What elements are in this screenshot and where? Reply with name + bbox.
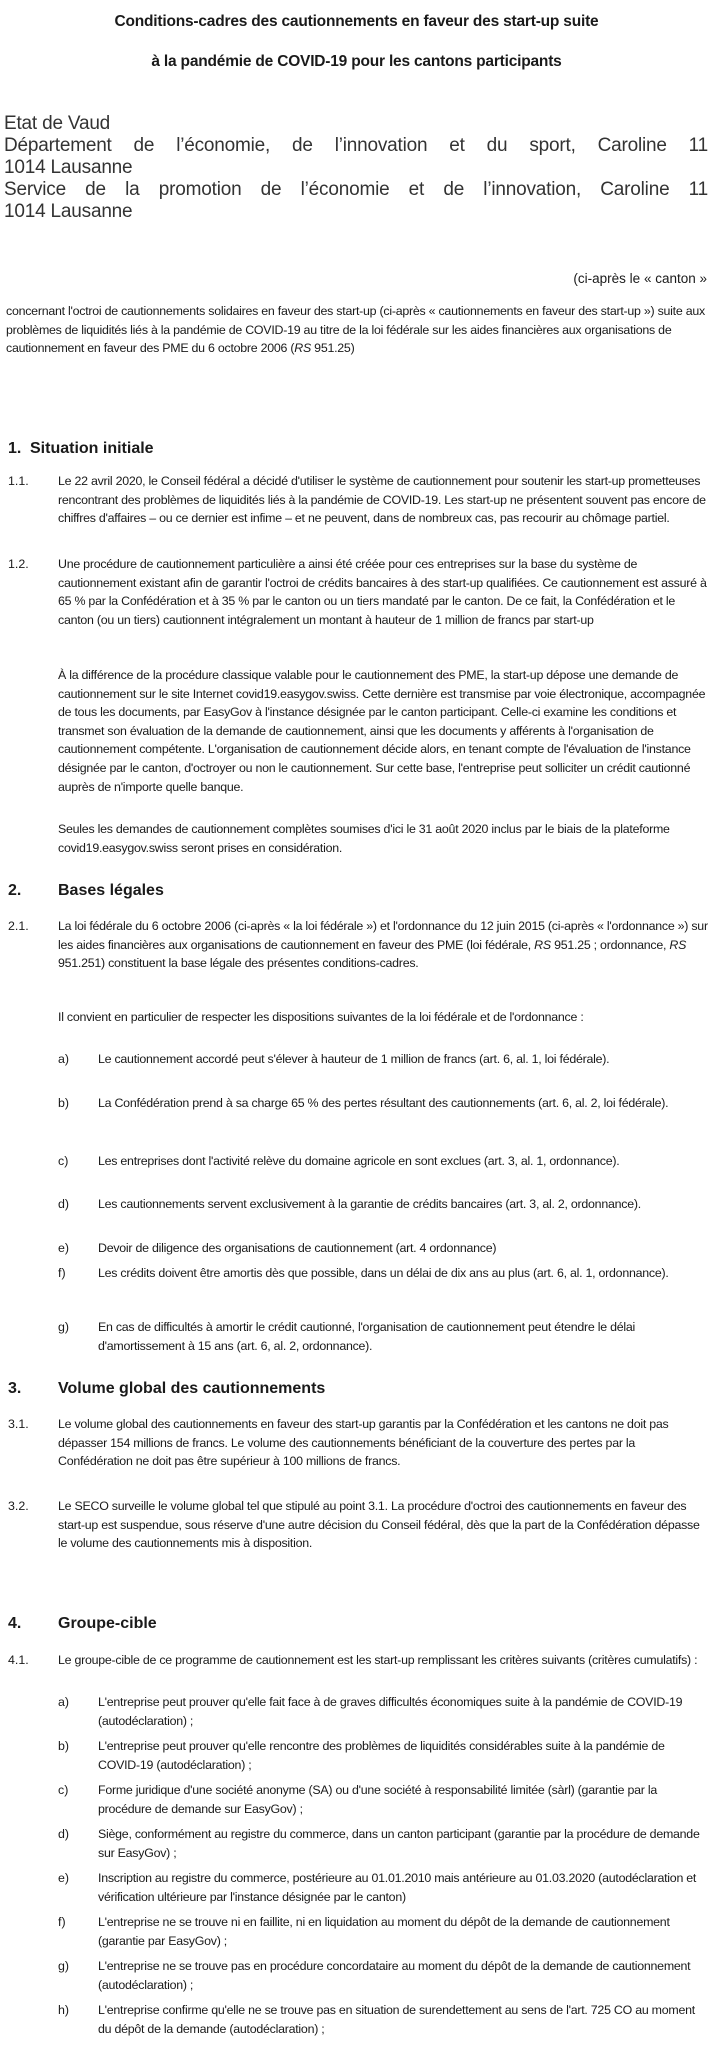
intro-text: concernant l'octroi de cautionnements solidaires en faveur des start-up (ci-après « cautionnements en faveur des start-up ») suite aux problèmes de liquidités liés à la pandémie de COVID-19 au titre de la loi fédérale sur les aides financières aux organisations de cautionnement en faveur des PME du 6 octobre 2006 (	[6, 304, 705, 356]
clause-3-2	[8, 1497, 708, 1553]
canton-designation: (ci-après le « canton »	[573, 271, 707, 286]
clause-text-part: 951.25 ; ordonnance,	[550, 937, 670, 952]
section-heading-3	[8, 1380, 325, 1398]
address-line: Etat de Vaud	[4, 113, 111, 134]
list-letter: b)	[58, 1739, 70, 1753]
address-line: 1014 Lausanne	[4, 157, 133, 178]
clause-text: Une procédure de cautionnement particulière a ainsi été créée pour ces entreprises sur la base du système de cautionnement existant afin de garantir l'octroi de crédits bancaires à des start-up qualifiées. Ce cautionnement est assuré à 65 % par la Confédération et à 35 % par le canton ou un tiers mandaté par le canton. De ce fait, la Confédération et le canton (ou un tiers) cautionnent intégralement un montant à hauteur de 1 million de francs par start-up	[58, 557, 707, 627]
section-title: Volume global des cautionnements	[58, 1380, 326, 1397]
section-number: 1.	[8, 440, 22, 457]
list-item	[58, 1152, 708, 1171]
list-text: En cas de difficultés à amortir le crédit cautionné, l'organisation de cautionnement peut étendre le délai d'amortissement à 15 ans (art. 6, al. 2, ordonnance).	[98, 1320, 636, 1353]
list-letter: f)	[58, 1266, 66, 1280]
list-item	[58, 1239, 708, 1258]
clause-text: Le SECO surveille le volume global tel que stipulé au point 3.1. La procédure d'octroi des cautionnements en faveur des start-up est suspendue, sous réserve d'une autre décision du Conseil fédéral, dès que la part de la Confédération dépasse le volume des cautionnements mis à disposition.	[58, 1499, 700, 1551]
address-line: Département de l’économie, de l’innovation et du sport, Caroline 11	[4, 135, 708, 156]
clause-1-1	[8, 472, 708, 528]
list-text: L'entreprise ne se trouve pas en procédure concordataire au moment du dépôt de la demande de cautionnement (autodéclaration) ;	[98, 1959, 691, 1992]
section-heading-2	[8, 882, 164, 900]
list-text: Siège, conformément au registre du commerce, dans un canton participant (garantie par la procédure de demande sur EasyGov) ;	[98, 1827, 700, 1860]
section-number: 4.	[8, 1615, 22, 1632]
clause-1-2-paragraph-procedure: À la différence de la procédure classique valable pour le cautionnement des PME, la start-up dépose une demande de cautionnement sur le site Internet covid19.easygov.swiss. Cette dernière est transmise par voie électronique, accompagnée de tous les documents, par EasyGov à l'instance désignée par le canton participant. Celle-ci examine les conditions et transmet son évaluation de la demande de cautionnement, ainsi que les documents y afférents à l'organisation de cautionnement compétente. L'organisation de cautionnement décide alors, en tenant compte de l'évaluation de l'instance désignée par le canton, d'octroyer ou non le cautionnement. Sur cette base, l'entreprise peut solliciter un crédit cautionné auprès de n'importe quelle banque.	[58, 668, 706, 794]
clause-text	[58, 917, 708, 973]
list-letter: c)	[58, 1154, 69, 1168]
list-text: Forme juridique d'une société anonyme (SA) ou d'une société à responsabilité limitée (sàrl) (garantie par la procédure de demande sur EasyGov) ;	[98, 1783, 658, 1816]
document-title-line-1: Conditions-cadres des cautionnements en faveur des start-up suite	[114, 13, 599, 30]
clause-number: 2.1.	[8, 919, 29, 933]
address-block	[4, 113, 708, 223]
list-text: L'entreprise confirme qu'elle ne se trouve pas en situation de surendettement au sens de l'art. 725 CO au moment du dépôt de la demande (autodéclaration) ;	[98, 2003, 695, 2036]
list-text: Le cautionnement accordé peut s'élever à hauteur de 1 million de francs (art. 6, al. 1, loi fédérale).	[98, 1052, 610, 1066]
clause-4-1	[8, 1651, 708, 1670]
list-letter: h)	[58, 2003, 70, 2017]
clause-3-1	[8, 1415, 708, 1471]
list-item	[58, 1957, 708, 1994]
section-number: 3.	[8, 1380, 22, 1397]
list-item	[58, 1737, 708, 1774]
section-heading-4	[8, 1615, 157, 1633]
list-text: Les entreprises dont l'activité relève du domaine agricole en sont exclues (art. 3, al. 1, ordonnance).	[98, 1154, 620, 1168]
clause-number: 4.1.	[8, 1653, 29, 1667]
list-item	[58, 1318, 708, 1355]
section-title: Bases légales	[58, 882, 164, 899]
list-item	[58, 1825, 708, 1862]
list-text: La Confédération prend à sa charge 65 % des pertes résultant des cautionnements (art. 6, al. 2, loi fédérale).	[98, 1096, 669, 1110]
list-text: L'entreprise ne se trouve ni en faillite, ni en liquidation au moment du dépôt de la demande de cautionnement (garantie par EasyGov) ;	[98, 1915, 670, 1948]
list-letter: a)	[58, 1695, 70, 1709]
list-item	[58, 1913, 708, 1950]
clause-text-italic: RS	[669, 937, 687, 952]
intro-paragraph	[6, 302, 710, 358]
list-letter: e)	[58, 1871, 70, 1885]
list-text: L'entreprise peut prouver qu'elle fait face à de graves difficultés économiques suite à la pandémie de COVID-19 (autodéclaration) ;	[98, 1695, 683, 1728]
clause-1-2-paragraph-deadline: Seules les demandes de cautionnement complètes soumises d'ici le 31 août 2020 inclus par le biais de la plateforme covid19.easygov.swiss seront prises en considération.	[58, 822, 670, 855]
document-title-line-2: à la pandémie de COVID-19 pour les cantons participants	[151, 53, 562, 70]
list-letter: d)	[58, 1197, 70, 1211]
clause-number: 1.1.	[8, 474, 29, 488]
list-text: Inscription au registre du commerce, postérieure au 01.01.2010 mais antérieure au 01.03.2020 (autodéclaration et vérification ultérieure par l'instance désignée par le canton)	[98, 1871, 697, 1904]
address-line: 1014 Lausanne	[4, 201, 133, 222]
list-item	[58, 1050, 708, 1069]
list-item	[58, 1693, 708, 1730]
list-letter: c)	[58, 1783, 69, 1797]
clause-text-part: 951.251) constituent la base légale des présentes conditions-cadres.	[58, 956, 419, 971]
clause-text: Le groupe-cible de ce programme de cautionnement est les start-up remplissant les critères suivants (critères cumulatifs) :	[58, 1653, 698, 1667]
clause-text-part: La loi fédérale du 6 octobre 2006 (ci-après « la loi fédérale ») et l'ordonnance du 12 juin 2015 (ci-après « l'ordonnance ») sur les aides financières aux organisations de cautionnement en faveur des PME (loi fédérale,	[58, 919, 708, 952]
clause-number: 1.2.	[8, 557, 29, 571]
clause-2-1	[8, 917, 708, 973]
list-letter: a)	[58, 1052, 70, 1066]
list-letter: g)	[58, 1959, 70, 1973]
list-item	[58, 1869, 708, 1906]
section-number: 2.	[8, 882, 22, 899]
list-text: L'entreprise peut prouver qu'elle rencontre des problèmes de liquidités considérables suite à la pandémie de COVID-19 (autodéclaration) ;	[98, 1739, 665, 1772]
list-letter: f)	[58, 1915, 66, 1929]
intro-text-end: 951.25)	[310, 341, 355, 356]
list-text: Devoir de diligence des organisations de cautionnement (art. 4 ordonnance)	[98, 1241, 497, 1255]
list-letter: e)	[58, 1241, 70, 1255]
list-item	[58, 2001, 708, 2038]
intro-italic: RS	[294, 341, 311, 356]
list-item	[58, 1195, 708, 1214]
clause-2-1-paragraph: Il convient en particulier de respecter les dispositions suivantes de la loi fédérale et de l'ordonnance :	[58, 1010, 584, 1024]
list-letter: d)	[58, 1827, 70, 1841]
section-title: Groupe-cible	[58, 1615, 157, 1632]
section-heading-1	[8, 440, 154, 458]
section-title: Situation initiale	[30, 440, 154, 457]
clause-text: Le volume global des cautionnements en faveur des start-up garantis par la Confédération et les cantons ne doit pas dépasser 154 millions de francs. Le volume des cautionnements bénéficiant de la couverture des pertes par la Confédération ne doit pas être supérieur à 100 millions de francs.	[58, 1417, 669, 1469]
list-letter: b)	[58, 1096, 70, 1110]
clause-text-italic: RS	[534, 937, 551, 952]
list-item	[58, 1264, 708, 1283]
clause-text: Le 22 avril 2020, le Conseil fédéral a décidé d'utiliser le système de cautionnement pour soutenir les start-up prometteuses rencontrant des problèmes de liquidités liés à la pandémie de COVID-19. Les start-up ne présentent souvent pas encore de chiffres d'affaires – ou ce dernier est infime – et ne peuvent, dans de nombreux cas, pas recourir au chômage partiel.	[58, 474, 706, 526]
clause-number: 3.2.	[8, 1499, 29, 1513]
list-item	[58, 1781, 708, 1818]
list-text: Les crédits doivent être amortis dès que possible, dans un délai de dix ans au plus (art. 6, al. 1, ordonnance).	[98, 1266, 669, 1280]
clause-number: 3.1.	[8, 1417, 29, 1431]
list-item	[58, 1094, 708, 1113]
clause-1-2	[8, 555, 708, 629]
list-text: Les cautionnements servent exclusivement à la garantie de crédits bancaires (art. 3, al. 2, ordonnance).	[98, 1197, 641, 1211]
list-letter: g)	[58, 1320, 70, 1334]
address-line: Service de la promotion de l’économie et de l’innovation, Caroline 11	[4, 179, 708, 200]
